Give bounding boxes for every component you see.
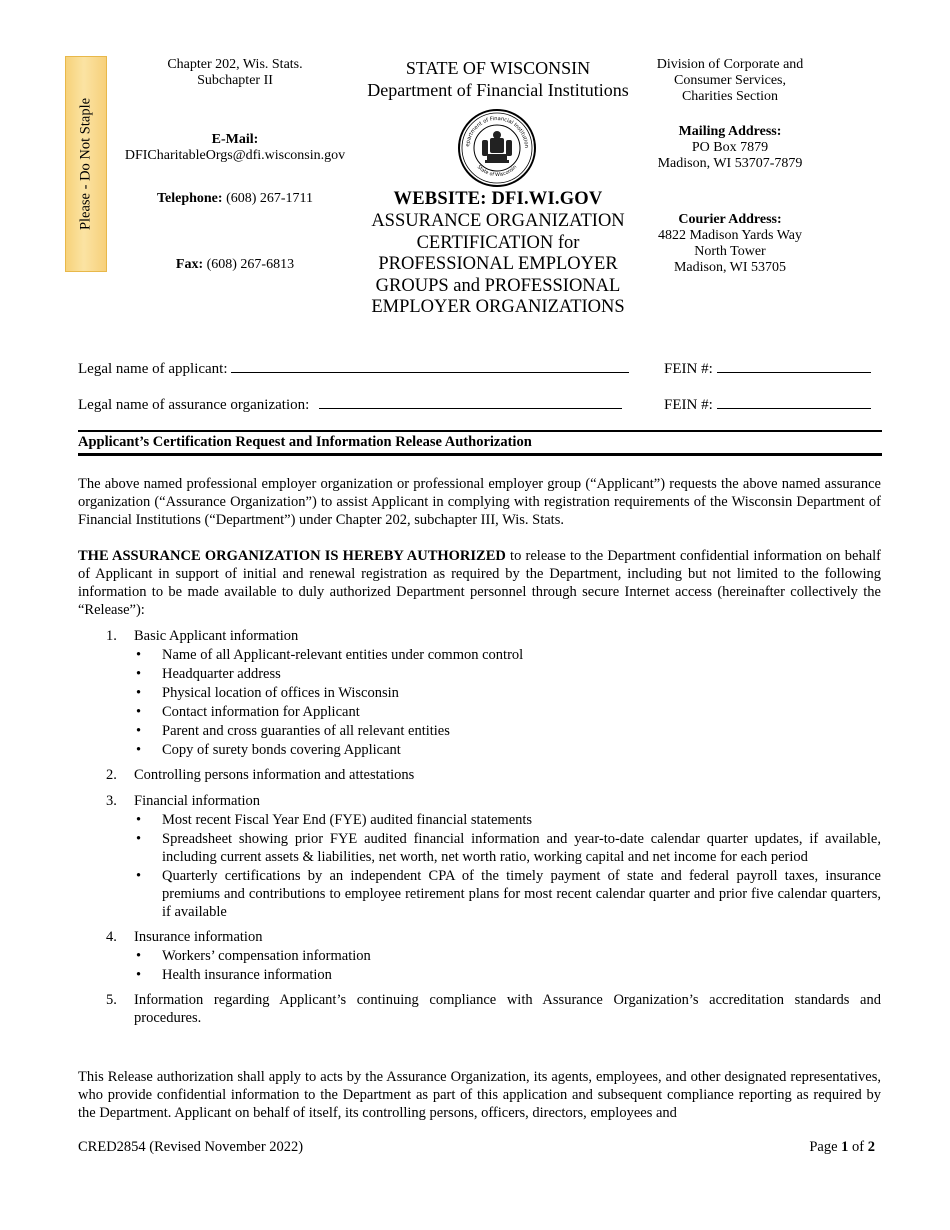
do-not-staple-tab <box>65 56 107 272</box>
release-items-list <box>78 627 881 1034</box>
fein-label: FEIN #: <box>664 361 713 377</box>
authorization-paragraph: THE ASSURANCE ORGANIZATION IS HEREBY AUTHORIZED to release to the Department confidential information on behalf of Applicant in support of initial and renewal registration as required by the Department, including but not limited to the following information to be made available to duly authorized Department personnel through secure Internet access (hereinafter collectively the “Release”): <box>78 548 881 618</box>
sub-list-item: • Headquarter address <box>134 665 881 683</box>
fax-number: (608) 267-6813 <box>206 257 295 272</box>
assurance-fein-row <box>664 394 884 414</box>
sub-list-item: • Quarterly certifications by an independent CPA of the timely payment of state and federal payroll taxes, insurance premiums and contributions to employee retirement plans for most recent calendar quarter and prior five calendar quarters, if available <box>134 867 881 921</box>
email-link[interactable]: DFICharitableOrgs@dfi.wisconsin.gov <box>124 148 346 163</box>
department-name: Department of Financial Institutions <box>367 80 629 100</box>
state-seal <box>457 108 537 188</box>
telephone-block: Telephone: (608) 267-1711 <box>156 191 314 206</box>
form-title: ASSURANCE ORGANIZATION CERTIFICATION for PROFESSIONAL EMPLOYER GROUPS and PROFESSIONAL EMPLOYER ORGANIZATIONS <box>371 211 625 317</box>
applicant-name-row <box>78 358 638 378</box>
intro-paragraph: The above named professional employer organization or professional employer group (“Applicant”) requests the above named assurance organization (“Assurance Organization”) to assist Applicant in complying with registration requirements of the Wisconsin Department of Financial Institutions (“Department”) under Chapter 202, subchapter III, Wis. Stats. <box>78 476 881 528</box>
sub-list-item: • Parent and cross guaranties of all relevant entities <box>134 722 881 740</box>
list-item: 1. Basic Applicant information • Name of all Applicant-relevant entities under common control • Headquarter address • Physical location of offices in Wisconsin • Contact information for Applicant • Parent and cross guaranties of all relevant entities • Copy of surety bonds covering Applicant <box>78 627 881 759</box>
sub-list-item: • Health insurance information <box>134 966 881 984</box>
statute-reference: Chapter 202, Wis. Stats. Subchapter II <box>167 57 303 88</box>
list-item: 5. Information regarding Applicant’s continuing compliance with Assurance Organization’s accreditation standards and procedures. <box>106 992 881 1026</box>
applicant-name-input[interactable] <box>231 358 629 373</box>
state-name: STATE OF WISCONSIN <box>405 58 591 78</box>
website-line: WEBSITE: DFI.WI.GOV <box>393 189 603 209</box>
section-rule-top <box>78 430 882 432</box>
applicant-fein-input[interactable] <box>717 358 871 373</box>
section-title: Applicant’s Certification Request and Information Release Authorization <box>78 434 532 450</box>
list-item: 3. Financial information • Most recent Fiscal Year End (FYE) audited financial statements • Spreadsheet showing prior FYE audited financial information and year-to-date calendar quarter updates, if available, including current assets & liabilities, net worth, net worth ratio, working capital and net income for each period • Quarterly certifications by an independent CPA of the timely payment of state and federal payroll taxes, insurance premiums and contributions to employee retirement plans for most recent calendar quarter and prior five calendar quarters, if available <box>78 792 881 921</box>
applicant-name-label: Legal name of applicant: <box>78 361 228 377</box>
assurance-name-input[interactable] <box>319 394 622 409</box>
sub-list-item: • Workers’ compensation information <box>134 947 881 965</box>
sub-list-item: • Copy of surety bonds covering Applicant <box>134 741 881 759</box>
email-block: E-Mail: DFICharitableOrgs@dfi.wisconsin.gov <box>110 132 360 164</box>
do-not-staple-label: Please - Do Not Staple <box>77 97 94 231</box>
list-item: 4. Insurance information • Workers’ compensation information • Health insurance information <box>78 928 881 984</box>
telephone-number: (608) 267-1711 <box>226 191 314 206</box>
assurance-name-label: Legal name of assurance organization: <box>78 397 310 413</box>
fein-label: FEIN #: <box>664 397 713 413</box>
section-rule-bottom <box>78 453 882 456</box>
list-item: 2. Controlling persons information and attestations <box>106 767 415 783</box>
seal-text-top: epartment of Financial Institution <box>465 115 530 149</box>
sub-list-item: • Contact information for Applicant <box>134 703 881 721</box>
page-indicator: Page 1 of 2 <box>809 1139 875 1155</box>
fax-block: Fax: (608) 267-6813 <box>175 257 295 272</box>
sub-list-item: • Physical location of offices in Wisconsin <box>134 684 881 702</box>
form-id: CRED2854 (Revised November 2022) <box>78 1139 304 1155</box>
courier-address: Courier Address: 4822 Madison Yards Way North Tower Madison, WI 53705 <box>657 212 803 275</box>
sub-list-item: • Spreadsheet showing prior FYE audited financial information and year-to-date calendar quarter updates, if available, including current assets & liabilities, net worth, net worth ratio, working capital and net income for each period <box>134 830 881 866</box>
assurance-fein-input[interactable] <box>717 394 871 409</box>
seal-text-bottom: State of Wisconsin <box>475 164 519 179</box>
applicant-fein-row <box>664 358 884 378</box>
mailing-address: Mailing Address: PO Box 7879 Madison, WI 53707-7879 <box>657 124 803 171</box>
sub-list-item: • Most recent Fiscal Year End (FYE) audited financial statements <box>134 811 881 829</box>
closing-paragraph: This Release authorization shall apply to acts by the Assurance Organization, its agents, employees, and other designated representatives, who provide confidential information to the Department as part of this application and subsequent compliance reporting as required by the Department. Applicant on behalf of itself, its controlling persons, officers, directors, employees and <box>78 1069 881 1121</box>
sub-list-item: • Name of all Applicant-relevant entities under common control <box>134 646 881 664</box>
assurance-name-row <box>78 394 638 414</box>
division-name: Division of Corporate and Consumer Services, Charities Section <box>656 57 804 104</box>
agency-title <box>348 57 648 101</box>
